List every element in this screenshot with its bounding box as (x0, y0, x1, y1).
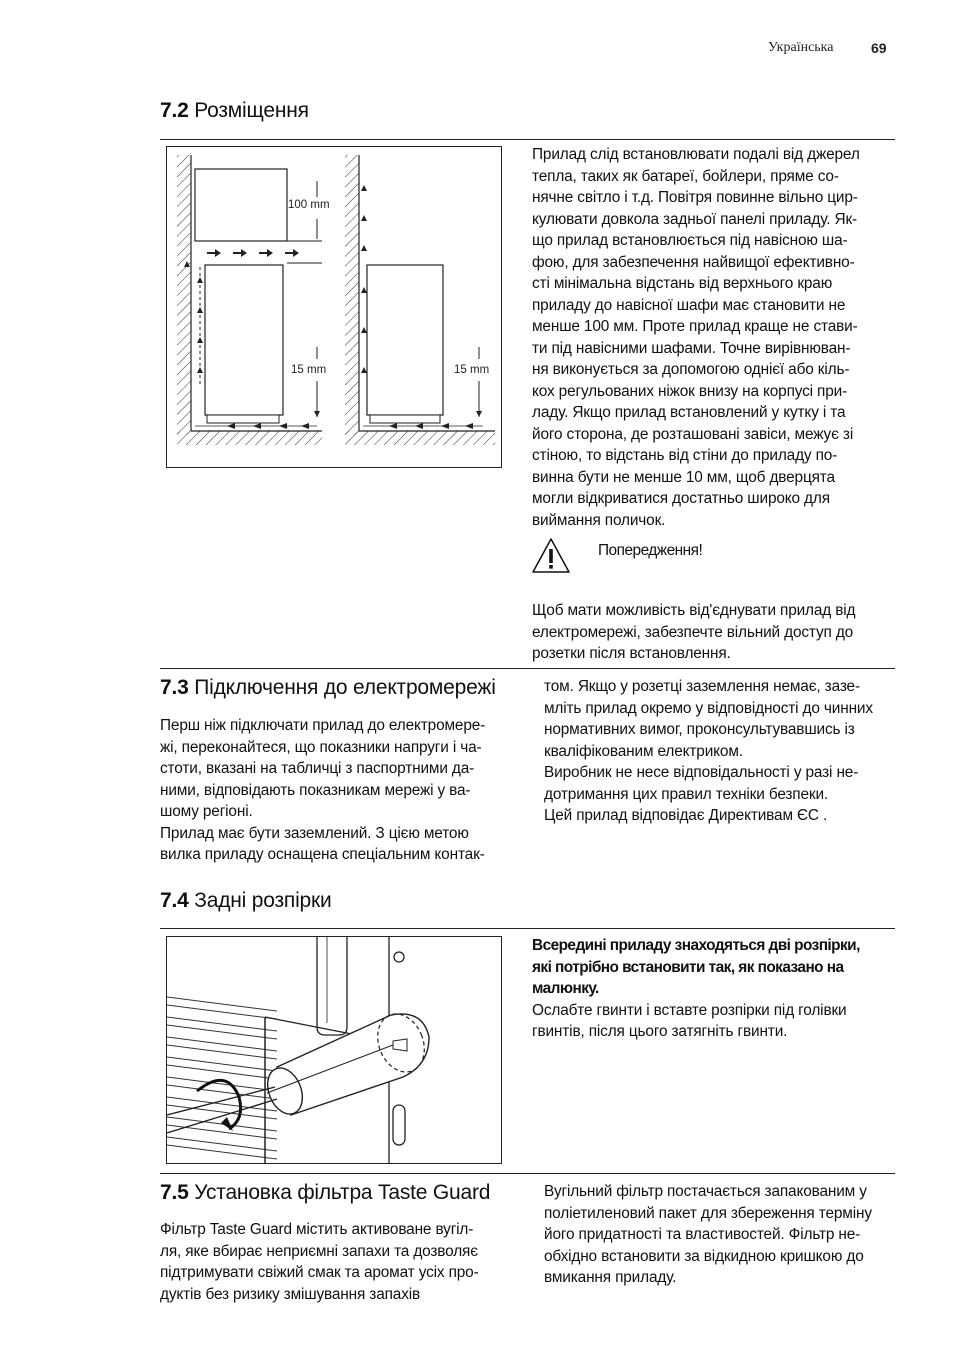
text-line: тепла, таких як батареї, бойлери, пряме со- (532, 167, 839, 185)
section-divider (160, 928, 895, 929)
text-line: що прилад встановлюється під навісною ша- (532, 232, 848, 249)
text-line: стоти, вказані на табличці з паспортними да- (160, 760, 475, 777)
text-line: Перш ніж підключати прилад до електромере- (160, 717, 486, 734)
section-heading-text: Розміщення (194, 99, 309, 122)
warning-title: Попередження! (598, 542, 703, 559)
text-line: ними, відповідають показникам мережі у ва- (160, 781, 471, 799)
section-title-electrical (160, 676, 496, 700)
section-title-placement (160, 99, 309, 123)
text-line: винна бути не менше 10 мм, щоб дверцята (532, 468, 835, 486)
text-line: ля, яке вбирає неприємні запахи та дозволяє (160, 1242, 478, 1260)
text-line: Прилад має бути заземлений. З цією метою (160, 824, 469, 842)
text-line: Фільтр Taste Guard містить активоване вугіл- (160, 1221, 474, 1238)
text-line: менше 100 мм. Проте прилад краще не стави- (532, 318, 858, 335)
section-heading-text: Установка фільтра Taste Guard (194, 1181, 491, 1204)
spacers-figure (166, 936, 502, 1164)
spacers-diagram (167, 937, 501, 1163)
text-line: вмикання приладу. (544, 1269, 677, 1286)
text-line: шому регіоні. (160, 803, 253, 820)
spacers-text (532, 935, 902, 1043)
text-line: могли відкриватися достатньо широко для (532, 490, 830, 507)
section-heading-text: Підключення до електромережі (194, 676, 496, 699)
dimension-label-100mm: 100 mm (288, 199, 330, 211)
text-line: нячне світло і т.д. Повітря повинне вільно цир- (532, 189, 858, 206)
text-line: стіною, то відстань від стіни до приладу по- (532, 447, 838, 464)
text-line: Ослабте гвинти і вставте розпірки під голівки (532, 1001, 847, 1019)
electrical-text-right (544, 676, 904, 827)
placement-figure (166, 146, 502, 468)
text-line: вилка приладу оснащена спеціальним контак- (160, 846, 485, 863)
page-number: 69 (871, 40, 887, 56)
text-line: том. Якщо у розетці заземлення немає, зазе- (544, 678, 860, 695)
electrical-text-left (160, 715, 510, 866)
text-line: ня виконується за допомогою однієї або кіль- (532, 361, 850, 378)
placement-text (532, 144, 902, 531)
text-line: малюнку. (532, 980, 599, 997)
text-line: Цей прилад відповідає Директивам ЄС . (544, 807, 828, 824)
text-line: фою, для забезпечення найвищої ефективно- (532, 253, 855, 271)
placement-diagram (167, 147, 501, 467)
text-line: Вугільний фільтр постачається запакованим у (544, 1183, 867, 1200)
dimension-label-15mm-right: 15 mm (454, 364, 490, 376)
text-line: його придатності та властивостей. Фільтр не- (544, 1226, 861, 1243)
section-number: 7.2 (160, 99, 189, 122)
text-line: кулювати довкола задньої панелі приладу. Як- (532, 210, 858, 228)
text-line: Виробник не несе відповідальності у разі не- (544, 764, 859, 781)
dimension-label-15mm-left: 15 mm (291, 364, 327, 376)
section-number: 7.4 (160, 889, 189, 912)
text-line: підтримувати свіжий смак та аромат усіх про- (160, 1264, 479, 1281)
text-line: виймання поличок. (532, 511, 666, 529)
warning-text (532, 600, 902, 665)
text-line: електромережі, забезпечте вільний доступ до (532, 623, 854, 641)
text-line: ти під навісними шафами. Точне вирівнюван- (532, 339, 851, 357)
text-line: мліть прилад окремо у відповідності до чинних (544, 699, 873, 717)
section-divider (160, 139, 895, 140)
text-line: дотримання цих правил техніки безпеки. (544, 785, 829, 803)
text-line: розетки після встановлення. (532, 645, 731, 662)
header-language: Українська (768, 40, 834, 55)
text-line: дуктів без ризику змішування запахів (160, 1285, 421, 1303)
section-title-spacers (160, 889, 332, 913)
section-divider (160, 668, 895, 669)
text-line: кваліфікованим електриком. (544, 742, 743, 760)
text-line: Всередині приладу знаходяться дві розпірки, (532, 937, 860, 954)
section-divider (160, 1173, 895, 1174)
section-number: 7.3 (160, 676, 189, 699)
text-line: кох регульованих ніжок внизу на корпусі при- (532, 382, 848, 400)
text-line: гвинтів, після цього затягніть гвинти. (532, 1023, 788, 1040)
section-number: 7.5 (160, 1181, 189, 1204)
text-line: поліетиленовий пакет для збереження терміну (544, 1204, 872, 1222)
text-line: приладу до навісної шафи має становити не (532, 296, 846, 314)
text-line: Прилад слід встановлювати подалі від джерел (532, 146, 860, 163)
warning-icon (531, 537, 571, 575)
section-heading-text: Задні розпірки (194, 889, 332, 912)
text-line: які потрібно встановити так, як показано на (532, 958, 844, 976)
filter-text-left (160, 1219, 510, 1305)
text-line: його сторона, де розташовані завіси, межує зі (532, 425, 854, 443)
text-line: сті мінімальна відстань від верхнього краю (532, 275, 833, 292)
section-title-filter (160, 1181, 490, 1205)
text-line: ладу. Якщо прилад встановлений у кутку і та (532, 404, 846, 421)
filter-text-right (544, 1181, 904, 1289)
text-line: Щоб мати можливість від'єднувати прилад від (532, 602, 856, 619)
text-line: жі, переконайтеся, що показники напруги і ча- (160, 738, 482, 756)
text-line: обхідно встановити за відкидною кришкою до (544, 1247, 864, 1265)
text-line: нормативних вимог, проконсультувавшись із (544, 721, 855, 738)
